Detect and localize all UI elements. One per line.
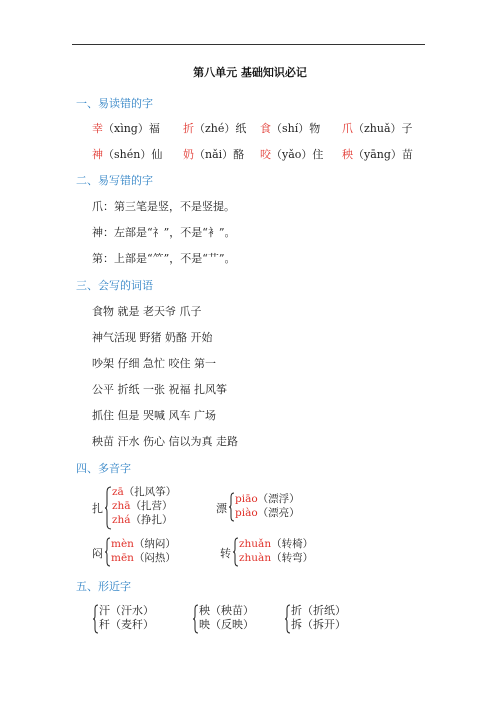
- char: 奶: [183, 148, 194, 161]
- easy-write-line: 神：左部是“礻”，不是“衤”。: [92, 226, 236, 239]
- similar-item: 折（折纸）: [291, 604, 346, 617]
- word-suffix: 酪: [233, 148, 245, 161]
- word-suffix: 苗: [401, 148, 413, 161]
- similar-item: 拆（拆开）: [291, 618, 346, 631]
- easy-write-line: 爪：第三笔是竖，不是竖提。: [92, 200, 235, 213]
- word-suffix: 仙: [151, 148, 163, 161]
- word-suffix: 住: [312, 148, 324, 161]
- brace-icon: [104, 537, 111, 567]
- word-line: 抓住 但是 哭喊 风车 广场: [92, 409, 216, 422]
- brace-icon: [284, 604, 291, 634]
- example-word: （漂浮）: [257, 493, 300, 505]
- easy-read-item: [260, 120, 320, 136]
- pinyin: zhuàn: [239, 552, 272, 564]
- easy-read-item: [183, 146, 244, 162]
- pinyin: zhá: [112, 514, 131, 526]
- char: 折: [183, 122, 194, 135]
- pinyin: piāo: [235, 493, 258, 505]
- example-word: （挣扎）: [130, 514, 173, 526]
- section-heading-easy-write: 二、易写错的字: [76, 174, 153, 187]
- pinyin: （shí）: [271, 122, 310, 135]
- similar-group: [99, 604, 154, 632]
- char: 爪: [342, 122, 353, 135]
- similar-item: 映（反映）: [199, 618, 254, 631]
- pinyin: （shén）: [103, 148, 152, 161]
- pinyin: zhā: [112, 500, 131, 512]
- pinyin: mēn: [111, 552, 134, 564]
- word-line: 食物 就是 老天爷 爪子: [92, 305, 202, 318]
- example-word: （漂亮）: [257, 507, 300, 519]
- pinyin: （xìng）: [103, 122, 149, 135]
- top-rule: [72, 44, 425, 45]
- pinyin: （nǎi）: [194, 148, 234, 161]
- word-line: 秧苗 汗水 伤心 信以为真 走路: [92, 435, 238, 448]
- section-heading-easy-read: 一、易读错的字: [76, 97, 153, 110]
- brace-icon: [92, 604, 99, 634]
- pinyin: （zhé）: [194, 122, 236, 135]
- pinyin: zā: [112, 486, 124, 498]
- char: 秧: [342, 148, 353, 161]
- char: 食: [260, 122, 271, 135]
- easy-write-line: 第：上部是“⺮”，不是“艹”。: [92, 252, 236, 265]
- word-suffix: 子: [401, 122, 413, 135]
- easy-read-item: [260, 146, 323, 162]
- similar-item: 秆（麦秆）: [99, 618, 154, 631]
- char: 神: [92, 148, 103, 161]
- char: 咬: [260, 148, 271, 161]
- example-word: （闷热）: [133, 552, 176, 564]
- word-suffix: 福: [148, 122, 160, 135]
- similar-group: [199, 604, 254, 632]
- easy-read-item: [92, 146, 162, 162]
- brace-icon: [192, 604, 199, 634]
- example-word: （纳闷）: [133, 538, 176, 550]
- brace-icon: [232, 537, 239, 567]
- brace-icon: [104, 486, 112, 530]
- pinyin: （yǎo）: [271, 148, 313, 161]
- similar-item: 汗（汗水）: [99, 604, 154, 617]
- word-line: 公平 折纸 一张 祝福 扎风筝: [92, 383, 227, 396]
- char: 幸: [92, 122, 103, 135]
- example-word: （扎营）: [130, 500, 173, 512]
- polyphone-char: 漂: [216, 502, 227, 515]
- pinyin: （yāng）: [353, 148, 402, 161]
- pinyin: piào: [235, 507, 258, 519]
- polyphone-group-piao: [235, 492, 300, 520]
- similar-item: 秧（秧苗）: [199, 604, 254, 617]
- example-word: （转椅）: [271, 538, 314, 550]
- page-title: 第八单元 基础知识必记: [193, 66, 307, 79]
- similar-group: [291, 604, 346, 632]
- word-suffix: 纸: [235, 122, 247, 135]
- brace-icon: [228, 492, 235, 522]
- easy-read-item: [183, 120, 246, 136]
- word-suffix: 物: [309, 122, 321, 135]
- section-heading-similar: 五、形近字: [76, 580, 131, 593]
- pinyin: （zhuǎ）: [353, 122, 402, 135]
- easy-read-item: [342, 146, 413, 162]
- section-heading-words: 三、会写的词语: [76, 279, 153, 292]
- polyphone-group-zhuan: [239, 537, 313, 565]
- example-word: （转弯）: [271, 552, 314, 564]
- pinyin: zhuǎn: [239, 538, 272, 550]
- section-heading-polyphones: 四、多音字: [76, 462, 131, 475]
- word-line: 吵架 仔细 急忙 咬住 第一: [92, 357, 216, 370]
- example-word: （扎风筝）: [123, 486, 177, 498]
- polyphone-char: 转: [220, 547, 231, 560]
- pinyin: mèn: [111, 538, 134, 550]
- polyphone-group-zha: [112, 485, 176, 527]
- polyphone-group-men: [111, 537, 176, 565]
- polyphone-char: 闷: [92, 547, 103, 560]
- easy-read-item: [92, 120, 160, 136]
- word-line: 神气活现 野猪 奶酪 开始: [92, 331, 213, 344]
- polyphone-char: 扎: [92, 502, 103, 515]
- easy-read-item: [342, 120, 413, 136]
